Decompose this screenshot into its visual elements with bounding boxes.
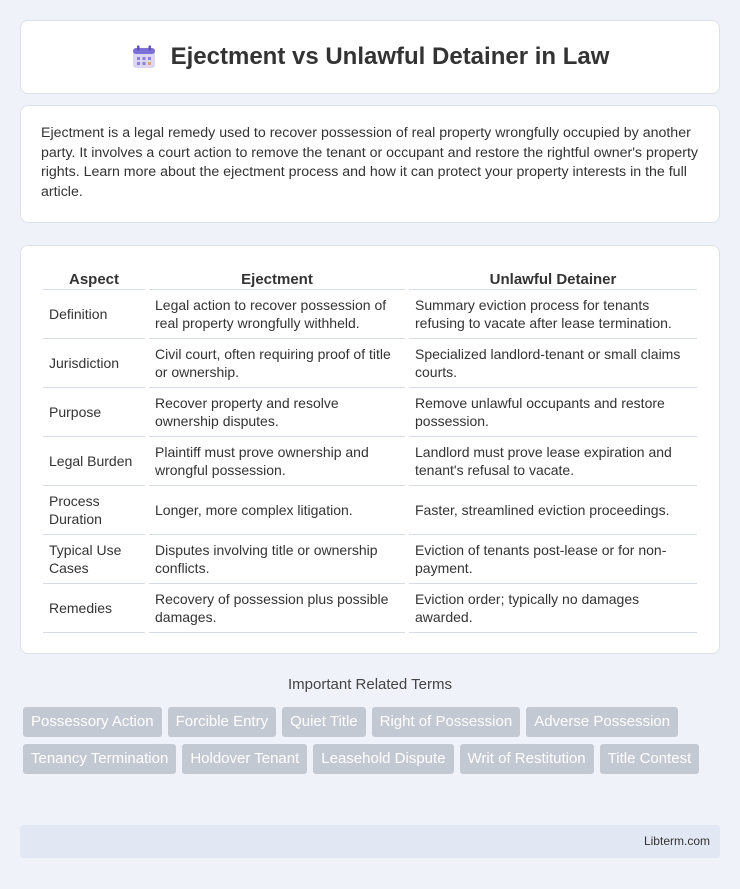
table-cell-ejectment: Longer, more complex litigation. xyxy=(149,486,405,535)
table-cell-ejectment: Legal action to recover possession of real property wrongfully withheld. xyxy=(149,290,405,339)
related-term-tag[interactable]: Writ of Restitution xyxy=(460,744,594,774)
related-term-tag[interactable]: Quiet Title xyxy=(282,707,366,737)
table-cell-unlawful-detainer: Eviction order; typically no damages awarded. xyxy=(409,584,697,633)
table-cell-unlawful-detainer: Landlord must prove lease expiration and tenant's refusal to vacate. xyxy=(409,437,697,486)
comparison-table xyxy=(39,266,701,633)
table-cell-aspect: Remedies xyxy=(43,584,145,633)
table-cell-ejectment: Recovery of possession plus possible damages. xyxy=(149,584,405,633)
table-cell-unlawful-detainer: Specialized landlord-tenant or small claims courts. xyxy=(409,339,697,388)
related-terms-list xyxy=(23,707,723,774)
table-cell-ejectment: Recover property and resolve ownership disputes. xyxy=(149,388,405,437)
table-cell-unlawful-detainer: Faster, streamlined eviction proceedings. xyxy=(409,486,697,535)
intro-card xyxy=(20,105,720,223)
related-term-tag[interactable]: Right of Possession xyxy=(372,707,521,737)
related-terms-title: Important Related Terms xyxy=(288,676,452,693)
column-header-aspect: Aspect xyxy=(43,266,145,290)
table-header-row xyxy=(43,266,697,290)
table-row xyxy=(43,388,697,437)
related-term-tag[interactable]: Tenancy Termination xyxy=(23,744,176,774)
related-term-tag[interactable]: Possessory Action xyxy=(23,707,162,737)
table-cell-aspect: Typical Use Cases xyxy=(43,535,145,584)
table-cell-aspect: Definition xyxy=(43,290,145,339)
table-row xyxy=(43,290,697,339)
page-title: Ejectment vs Unlawful Detainer in Law xyxy=(170,43,610,70)
table-cell-unlawful-detainer: Summary eviction process for tenants refusing to vacate after lease termination. xyxy=(409,290,697,339)
table-cell-aspect: Purpose xyxy=(43,388,145,437)
table-cell-ejectment: Plaintiff must prove ownership and wrongful possession. xyxy=(149,437,405,486)
intro-text: Ejectment is a legal remedy used to recover possession of real property wrongfully occupied by another party. It involves a court action to remove the tenant or occupant and restore the rightful owner's property rights. Learn more about the ejectment process and how it can protect your property interests in the full article. xyxy=(41,125,698,200)
related-term-tag[interactable]: Adverse Possession xyxy=(526,707,678,737)
column-header-ejectment: Ejectment xyxy=(149,266,405,290)
table-row xyxy=(43,339,697,388)
table-cell-unlawful-detainer: Remove unlawful occupants and restore possession. xyxy=(409,388,697,437)
table-cell-aspect: Process Duration xyxy=(43,486,145,535)
column-header-unlawful-detainer: Unlawful Detainer xyxy=(409,266,697,290)
related-term-tag[interactable]: Title Contest xyxy=(600,744,700,774)
table-row xyxy=(43,584,697,633)
table-cell-ejectment: Civil court, often requiring proof of title or ownership. xyxy=(149,339,405,388)
table-row xyxy=(43,535,697,584)
footer-site-link[interactable]: Libterm.com xyxy=(643,834,710,848)
table-cell-aspect: Jurisdiction xyxy=(43,339,145,388)
table-cell-aspect: Legal Burden xyxy=(43,437,145,486)
related-term-tag[interactable]: Forcible Entry xyxy=(168,707,277,737)
table-row xyxy=(43,437,697,486)
table-row xyxy=(43,486,697,535)
related-term-tag[interactable]: Holdover Tenant xyxy=(182,744,307,774)
table-cell-ejectment: Disputes involving title or ownership conflicts. xyxy=(149,535,405,584)
footer xyxy=(20,825,720,858)
table-cell-unlawful-detainer: Eviction of tenants post-lease or for non-payment. xyxy=(409,535,697,584)
calendar-icon xyxy=(131,44,157,70)
comparison-table-card xyxy=(20,245,720,654)
related-term-tag[interactable]: Leasehold Dispute xyxy=(313,744,453,774)
header-card xyxy=(20,20,720,94)
